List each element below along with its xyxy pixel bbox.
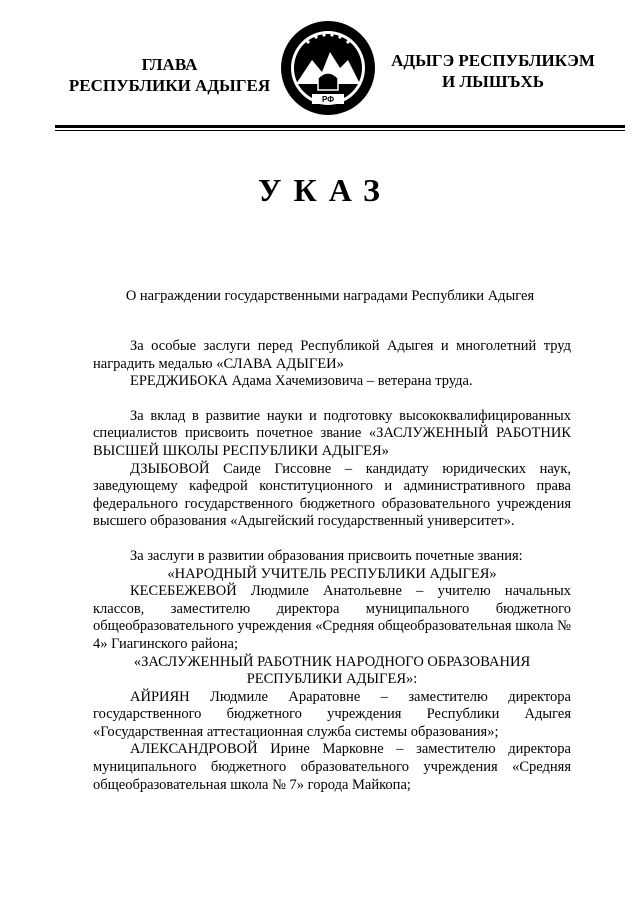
issuer-block-russian bbox=[42, 54, 297, 96]
emblem-banner-text: РФ bbox=[321, 95, 335, 104]
paragraph-awardee-5: АЛЕКСАНДРОВОЙ Ирине Марковне – заместителю директора муниципального бюджетного образовательного учреждения «Средняя общеобразовательная школа № 7» города Майкопа; bbox=[93, 741, 571, 793]
paragraph-title-honored-worker: «ЗАСЛУЖЕННЫЙ РАБОТНИК НАРОДНОГО ОБРАЗОВАНИЯ РЕСПУБЛИКИ АДЫГЕЯ»: bbox=[133, 653, 531, 688]
paragraph-awardee-1: ЕРЕДЖИБОКА Адама Хачемизовича – ветерана труда. bbox=[130, 373, 473, 390]
paragraph-higher-school-title: За вклад в развитие науки и подготовку высококвалифицированных специалистов присвоить почетное звание «ЗАСЛУЖЕННЫЙ РАБОТНИК ВЫСШЕЙ ШКОЛЫ РЕСПУБЛИКИ АДЫГЕЯ» bbox=[93, 407, 571, 459]
paragraph-awardee-4: АЙРИЯН Людмиле Араратовне – заместителю директора государственного бюджетного учреждения Республики Адыгея «Государственная аттестационная служба системы образования»; bbox=[93, 688, 571, 740]
issuer-line-1: ГЛАВА bbox=[141, 55, 198, 74]
paragraph-title-people-teacher: «НАРОДНЫЙ УЧИТЕЛЬ РЕСПУБЛИКИ АДЫГЕЯ» bbox=[167, 565, 497, 582]
header-divider-thin bbox=[55, 130, 625, 131]
paragraph-awardee-3: КЕСЕБЕЖЕВОЙ Людмиле Анатольевне – учителю начальных классов, заместителю директора муниципального бюджетного общеобразовательного учреждения «Средняя общеобразовательная школа № 4» Гиагинского района; bbox=[93, 583, 571, 652]
issuer-line-2: РЕСПУБЛИКИ АДЫГЕЯ bbox=[68, 76, 271, 95]
republic-emblem-seal bbox=[278, 18, 378, 118]
issuer-adyghe-line-1: АДЫГЭ РЕСПУБЛИКЭМ bbox=[391, 51, 595, 70]
paragraph-award-medal: За особые заслуги перед Республикой Адыгея и многолетний труд наградить медалью «СЛАВА АДЫГЕИ» bbox=[93, 338, 571, 372]
paragraph-education-titles: За заслуги в развитии образования присвоить почетные звания: bbox=[130, 547, 523, 564]
document-body bbox=[93, 338, 571, 794]
document-subject: О награждении государственными наградами Республики Адыгея bbox=[125, 288, 535, 304]
header-divider-thick bbox=[55, 125, 625, 128]
issuer-block-adyghe bbox=[388, 50, 598, 92]
paragraph-awardee-2: ДЗЫБОВОЙ Саиде Гиссовне – кандидату юридических наук, заведующему кафедрой конституционного и административного права федерального государственного бюджетного образовательного учреждения высшего образования «Адыгейский государственный университет». bbox=[93, 460, 571, 530]
issuer-adyghe-line-2: И ЛЫШЪХЬ bbox=[441, 72, 545, 91]
document-title: УКАЗ bbox=[258, 172, 392, 208]
